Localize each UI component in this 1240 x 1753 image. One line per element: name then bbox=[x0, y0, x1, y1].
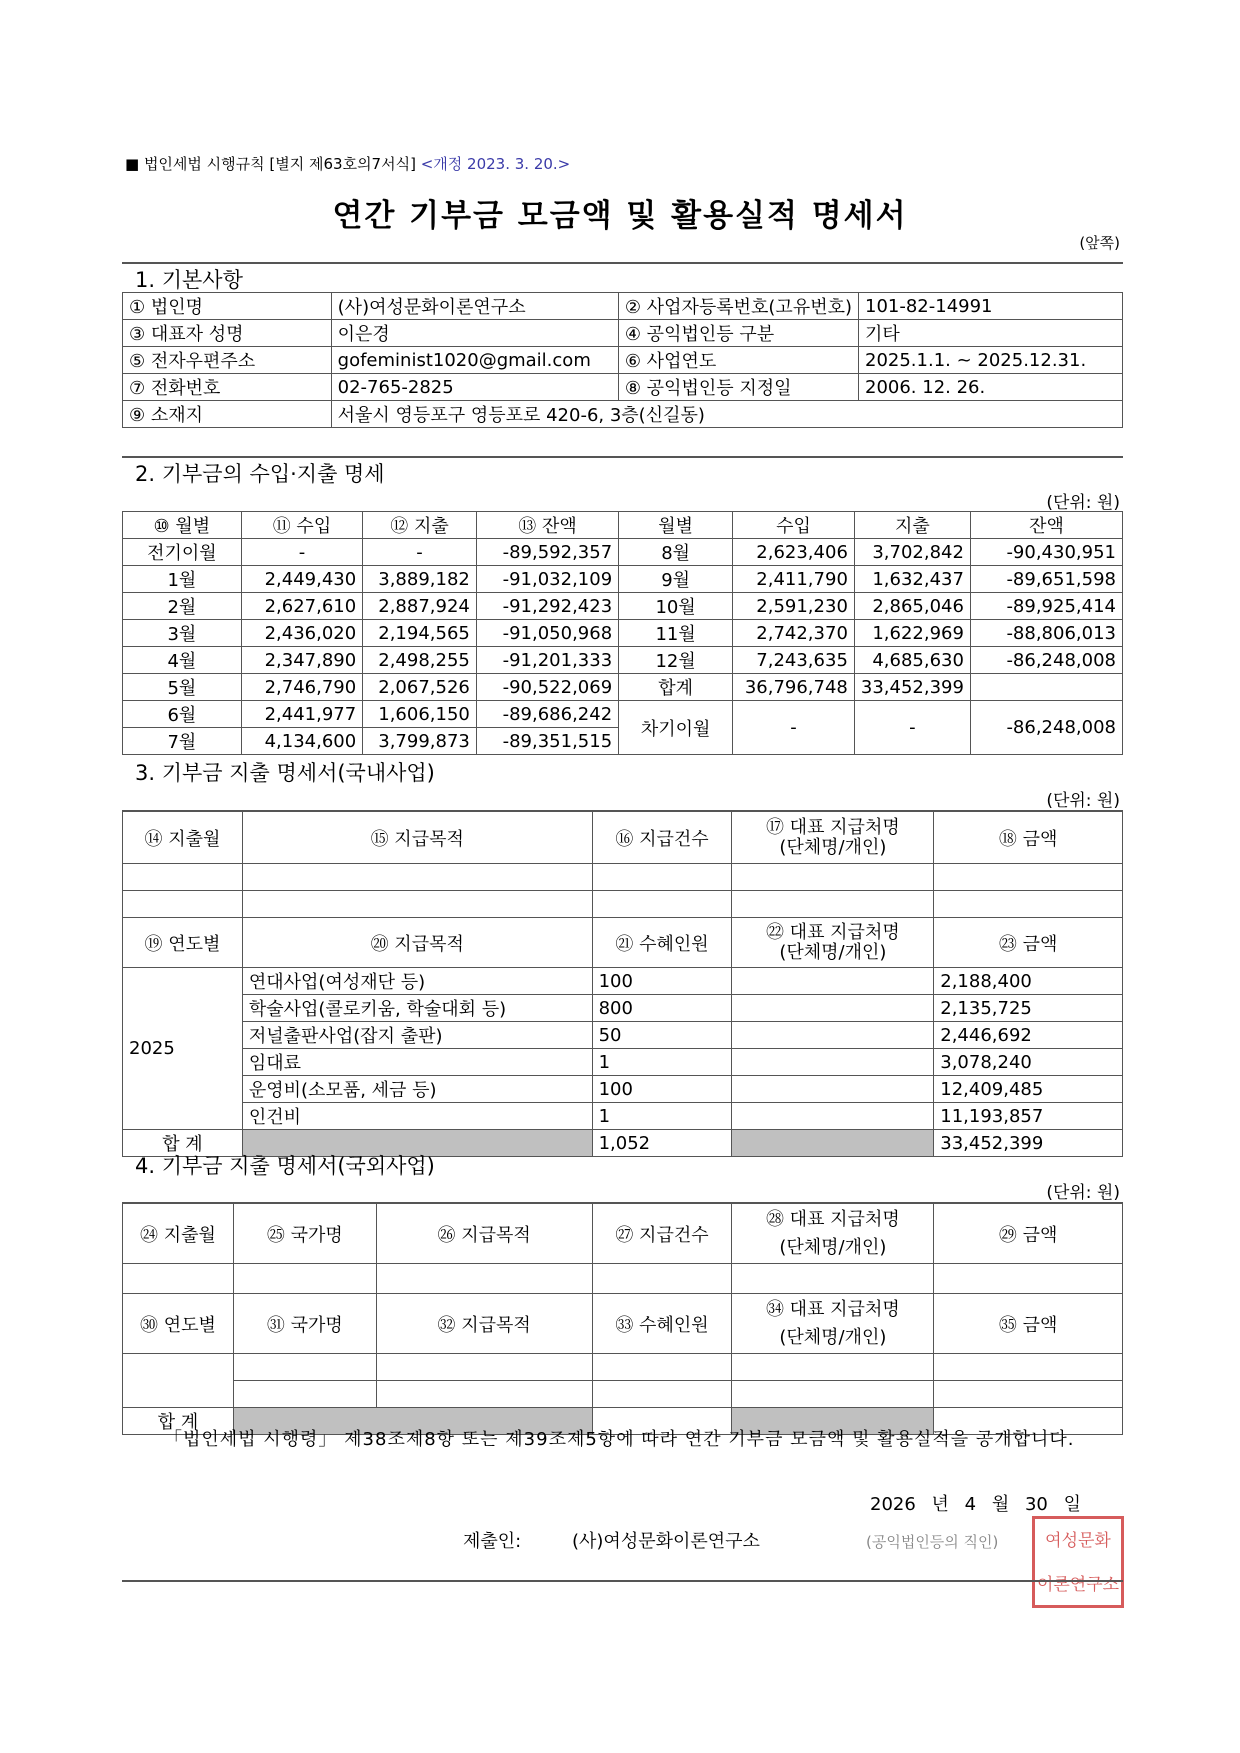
column-header: ⑩ 월별 bbox=[123, 512, 242, 539]
table-row bbox=[123, 701, 1123, 728]
amount-cell: 7,243,635 bbox=[733, 647, 855, 674]
month-cell: 6월 bbox=[123, 701, 242, 728]
table-row bbox=[123, 593, 1123, 620]
amount-cell: -91,032,109 bbox=[476, 566, 618, 593]
field-value: gofeminist1020@gmail.com bbox=[331, 347, 618, 374]
col-recipient-line1: ⑰ 대표 지급처명 bbox=[765, 816, 900, 838]
col-count: ㉗ 지급건수 bbox=[592, 1204, 732, 1264]
column-header: 월별 bbox=[619, 512, 733, 539]
col-amount: ⑱ 금액 bbox=[934, 812, 1123, 864]
law-reference bbox=[125, 153, 570, 174]
purpose-cell: 임대료 bbox=[242, 1049, 592, 1076]
amount-cell: -89,351,515 bbox=[476, 728, 618, 755]
col-beneficiaries: ㉑ 수혜인원 bbox=[592, 918, 732, 968]
amount-cell: 2,591,230 bbox=[733, 593, 855, 620]
income-expense-table bbox=[122, 511, 1123, 755]
table-row bbox=[123, 347, 1123, 374]
recipient-cell bbox=[732, 968, 934, 995]
total-amount: 33,452,399 bbox=[934, 1130, 1123, 1157]
amount-cell: - bbox=[241, 539, 362, 566]
column-header: ⑫ 지출 bbox=[363, 512, 477, 539]
field-value: 이은경 bbox=[331, 320, 618, 347]
col-recipient bbox=[732, 1294, 934, 1354]
field-value: 기타 bbox=[859, 320, 1123, 347]
month-cell: 7월 bbox=[123, 728, 242, 755]
month-cell: 1월 bbox=[123, 566, 242, 593]
month-cell: 2월 bbox=[123, 593, 242, 620]
amount-cell: 36,796,748 bbox=[733, 674, 855, 701]
amount-cell bbox=[970, 674, 1122, 701]
col-purpose: ⑮ 지급목적 bbox=[242, 812, 592, 864]
amount-cell: 2,188,400 bbox=[934, 968, 1123, 995]
beneficiaries-cell: 50 bbox=[592, 1022, 732, 1049]
overseas-header-1 bbox=[123, 1204, 1123, 1264]
submit-date bbox=[870, 1490, 1081, 1516]
carry-value: - bbox=[854, 701, 970, 755]
recipient-cell bbox=[732, 1076, 934, 1103]
col-recipient-line1: ㉘ 대표 지급처명 bbox=[765, 1208, 900, 1230]
col-recipient-line1: ㉒ 대표 지급처명 bbox=[765, 921, 900, 943]
col-recipient-line2: (단체명/개인) bbox=[779, 1236, 887, 1258]
col-country: ㉕ 국가명 bbox=[233, 1204, 376, 1264]
col-recipient bbox=[732, 812, 934, 864]
address-value: 서울시 영등포구 영등포로 420-6, 3층(신길동) bbox=[331, 401, 1122, 428]
table-row bbox=[123, 891, 1123, 918]
table-row bbox=[123, 1103, 1123, 1130]
beneficiaries-cell: 100 bbox=[592, 1076, 732, 1103]
col-purpose: ⑳ 지급목적 bbox=[242, 918, 592, 968]
amount-cell: 2,449,430 bbox=[241, 566, 362, 593]
month-cell: 11월 bbox=[619, 620, 733, 647]
beneficiaries-cell: 800 bbox=[592, 995, 732, 1022]
field-value: 2006. 12. 26. bbox=[859, 374, 1123, 401]
amount-cell: 2,746,790 bbox=[241, 674, 362, 701]
field-value: (사)여성문화이론연구소 bbox=[331, 293, 618, 320]
carry-label: 차기이월 bbox=[619, 701, 733, 755]
col-recipient bbox=[732, 918, 934, 968]
section4-unit: (단위: 원) bbox=[1046, 1183, 1120, 1203]
submitter-label: 제출인: bbox=[463, 1531, 522, 1552]
amount-cell: 2,441,977 bbox=[241, 701, 362, 728]
recipient-cell bbox=[732, 1103, 934, 1130]
disclosure-statement: 「법인세법 시행령」 제38조제8항 또는 제39조제5항에 따라 연간 기부금 모금액 및 활용실적을 공개합니다. bbox=[164, 1429, 1075, 1450]
col-expense-month: ㉔ 지출월 bbox=[123, 1204, 234, 1264]
amount-cell: 11,193,857 bbox=[934, 1103, 1123, 1130]
purpose-cell: 연대사업(여성재단 등) bbox=[242, 968, 592, 995]
month-cell: 합계 bbox=[619, 674, 733, 701]
date-month-unit: 월 bbox=[991, 1494, 1010, 1515]
amount-cell: 3,889,182 bbox=[363, 566, 477, 593]
beneficiaries-cell: 100 bbox=[592, 968, 732, 995]
amount-cell: -89,925,414 bbox=[970, 593, 1122, 620]
column-header: ⑪ 수입 bbox=[241, 512, 362, 539]
amount-cell: 2,194,565 bbox=[363, 620, 477, 647]
seal-label: (공익법인등의 직인) bbox=[866, 1533, 999, 1551]
submitter-name: (사)여성문화이론연구소 bbox=[572, 1531, 760, 1552]
amount-cell: -91,050,968 bbox=[476, 620, 618, 647]
month-cell: 12월 bbox=[619, 647, 733, 674]
amount-cell: 2,347,890 bbox=[241, 647, 362, 674]
field-value: 02-765-2825 bbox=[331, 374, 618, 401]
address-row bbox=[123, 401, 1123, 428]
col-purpose: ㉖ 지급목적 bbox=[376, 1204, 592, 1264]
domestic-header-1 bbox=[123, 812, 1123, 864]
col-expense-month: ⑭ 지출월 bbox=[123, 812, 243, 864]
field-label: ② 사업자등록번호(고유번호) bbox=[618, 293, 858, 320]
month-cell: 3월 bbox=[123, 620, 242, 647]
amount-cell: 2,865,046 bbox=[854, 593, 970, 620]
law-prefix: ■ 법인세법 시행규칙 [별지 제63호의7서식] bbox=[125, 155, 416, 173]
table-row bbox=[123, 1354, 1123, 1381]
amount-cell: -90,430,951 bbox=[970, 539, 1122, 566]
table-row bbox=[123, 968, 1123, 995]
date-month: 4 bbox=[964, 1494, 977, 1515]
table-row bbox=[123, 539, 1123, 566]
amount-cell: 2,627,610 bbox=[241, 593, 362, 620]
amount-cell: 2,135,725 bbox=[934, 995, 1123, 1022]
col-recipient-line2: (단체명/개인) bbox=[779, 1326, 887, 1348]
amount-cell: 2,067,526 bbox=[363, 674, 477, 701]
divider bbox=[122, 1580, 1123, 1582]
purpose-cell: 운영비(소모품, 세금 등) bbox=[242, 1076, 592, 1103]
amount-cell: -89,651,598 bbox=[970, 566, 1122, 593]
table-row bbox=[123, 674, 1123, 701]
table-row bbox=[123, 864, 1123, 891]
amount-cell: -91,292,423 bbox=[476, 593, 618, 620]
amount-cell: 2,623,406 bbox=[733, 539, 855, 566]
table-row bbox=[123, 374, 1123, 401]
purpose-cell: 학술사업(콜로키움, 학술대회 등) bbox=[242, 995, 592, 1022]
col-purpose: ㉜ 지급목적 bbox=[376, 1294, 592, 1354]
recipient-cell bbox=[732, 1049, 934, 1076]
field-label: ⑧ 공익법인등 지정일 bbox=[618, 374, 858, 401]
column-header: ⑬ 잔액 bbox=[476, 512, 618, 539]
beneficiaries-cell: 1 bbox=[592, 1049, 732, 1076]
field-label: ⑤ 전자우편주소 bbox=[123, 347, 332, 374]
col-recipient-line2: (단체명/개인) bbox=[779, 836, 887, 858]
total-label: 합 계 bbox=[123, 1408, 234, 1435]
overseas-expense-table bbox=[122, 1203, 1123, 1435]
table-row bbox=[123, 1049, 1123, 1076]
amount-cell: 2,498,255 bbox=[363, 647, 477, 674]
amount-cell: -88,806,013 bbox=[970, 620, 1122, 647]
date-year-unit: 년 bbox=[931, 1494, 949, 1515]
overseas-header-2 bbox=[123, 1294, 1123, 1354]
field-label: ③ 대표자 성명 bbox=[123, 320, 332, 347]
amount-cell: 1,632,437 bbox=[854, 566, 970, 593]
amount-cell: 2,446,692 bbox=[934, 1022, 1123, 1049]
col-amount: ㉓ 금액 bbox=[934, 918, 1123, 968]
col-recipient-line1: ㉞ 대표 지급처명 bbox=[765, 1298, 900, 1320]
table-row bbox=[123, 647, 1123, 674]
month-cell: 4월 bbox=[123, 647, 242, 674]
amount-cell: 3,702,842 bbox=[854, 539, 970, 566]
month-cell: 10월 bbox=[619, 593, 733, 620]
carry-value: - bbox=[733, 701, 855, 755]
table-row bbox=[123, 320, 1123, 347]
page-side: (앞쪽) bbox=[1079, 234, 1120, 252]
date-day-unit: 일 bbox=[1063, 1494, 1082, 1515]
amount-cell: - bbox=[363, 539, 477, 566]
date-day: 30 bbox=[1024, 1494, 1048, 1515]
month-cell: 5월 bbox=[123, 674, 242, 701]
amount-cell: -91,201,333 bbox=[476, 647, 618, 674]
amount-cell: 2,436,020 bbox=[241, 620, 362, 647]
field-value: 101-82-14991 bbox=[859, 293, 1123, 320]
table-header-row bbox=[123, 512, 1123, 539]
amount-cell: 4,134,600 bbox=[241, 728, 362, 755]
amount-cell: 3,078,240 bbox=[934, 1049, 1123, 1076]
amount-cell: 12,409,485 bbox=[934, 1076, 1123, 1103]
month-cell: 8월 bbox=[619, 539, 733, 566]
amount-cell: 1,622,969 bbox=[854, 620, 970, 647]
table-row bbox=[123, 995, 1123, 1022]
col-amount: ㉙ 금액 bbox=[934, 1204, 1123, 1264]
amount-cell: -89,592,357 bbox=[476, 539, 618, 566]
domestic-expense-table bbox=[122, 811, 1123, 1157]
amount-cell: 2,411,790 bbox=[733, 566, 855, 593]
purpose-cell: 저널출판사업(잡지 출판) bbox=[242, 1022, 592, 1049]
column-header: 지출 bbox=[854, 512, 970, 539]
total-label: 합 계 bbox=[123, 1130, 243, 1157]
carry-value: -86,248,008 bbox=[970, 701, 1122, 755]
field-label: ⑥ 사업연도 bbox=[618, 347, 858, 374]
field-label: ④ 공익법인등 구분 bbox=[618, 320, 858, 347]
amount-cell: 3,799,873 bbox=[363, 728, 477, 755]
section4-title: 4. 기부금 지출 명세서(국외사업) bbox=[135, 1154, 435, 1178]
amount-cell: 4,685,630 bbox=[854, 647, 970, 674]
section2-unit: (단위: 원) bbox=[1046, 493, 1120, 513]
field-label: ⑦ 전화번호 bbox=[123, 374, 332, 401]
page-title: 연간 기부금 모금액 및 활용실적 명세서 bbox=[332, 198, 908, 234]
table-row bbox=[123, 1076, 1123, 1103]
recipient-cell bbox=[732, 1022, 934, 1049]
col-recipient-line2: (단체명/개인) bbox=[779, 941, 887, 963]
col-amount: ㉟ 금액 bbox=[934, 1294, 1123, 1354]
official-seal-stamp: 여성문화 이론연구소 bbox=[1032, 1516, 1124, 1608]
amount-cell: -89,686,242 bbox=[476, 701, 618, 728]
date-year: 2026 bbox=[870, 1494, 916, 1515]
amount-cell: 2,742,370 bbox=[733, 620, 855, 647]
revision-date: <개정 2023. 3. 20.> bbox=[420, 155, 571, 173]
field-label: ① 법인명 bbox=[123, 293, 332, 320]
month-cell: 9월 bbox=[619, 566, 733, 593]
month-cell: 전기이월 bbox=[123, 539, 242, 566]
domestic-header-2 bbox=[123, 918, 1123, 968]
amount-cell: 33,452,399 bbox=[854, 674, 970, 701]
col-count: ⑯ 지급건수 bbox=[592, 812, 732, 864]
table-row bbox=[123, 1022, 1123, 1049]
amount-cell: -90,522,069 bbox=[476, 674, 618, 701]
column-header: 잔액 bbox=[970, 512, 1122, 539]
total-beneficiaries: 1,052 bbox=[592, 1130, 732, 1157]
table-row bbox=[123, 620, 1123, 647]
table-row bbox=[123, 293, 1123, 320]
col-country: ㉛ 국가명 bbox=[233, 1294, 376, 1354]
col-beneficiaries: ㉝ 수혜인원 bbox=[592, 1294, 732, 1354]
section1-title: 1. 기본사항 bbox=[135, 268, 243, 292]
col-recipient bbox=[732, 1204, 934, 1264]
basic-info-table bbox=[122, 292, 1123, 428]
section2-title: 2. 기부금의 수입·지출 명세 bbox=[135, 462, 385, 486]
col-year: ⑲ 연도별 bbox=[123, 918, 243, 968]
year-cell: 2025 bbox=[123, 968, 243, 1130]
divider bbox=[122, 262, 1123, 264]
field-value: 2025.1.1. ~ 2025.12.31. bbox=[859, 347, 1123, 374]
purpose-cell: 인건비 bbox=[242, 1103, 592, 1130]
column-header: 수입 bbox=[733, 512, 855, 539]
recipient-cell bbox=[732, 995, 934, 1022]
section3-title: 3. 기부금 지출 명세서(국내사업) bbox=[135, 761, 435, 785]
amount-cell: 2,887,924 bbox=[363, 593, 477, 620]
amount-cell: 1,606,150 bbox=[363, 701, 477, 728]
section3-unit: (단위: 원) bbox=[1046, 791, 1120, 811]
table-row bbox=[123, 1381, 1123, 1408]
table-row bbox=[123, 566, 1123, 593]
address-label: ⑨ 소재지 bbox=[123, 401, 332, 428]
amount-cell: -86,248,008 bbox=[970, 647, 1122, 674]
beneficiaries-cell: 1 bbox=[592, 1103, 732, 1130]
table-row bbox=[123, 1264, 1123, 1294]
col-year: ㉚ 연도별 bbox=[123, 1294, 234, 1354]
